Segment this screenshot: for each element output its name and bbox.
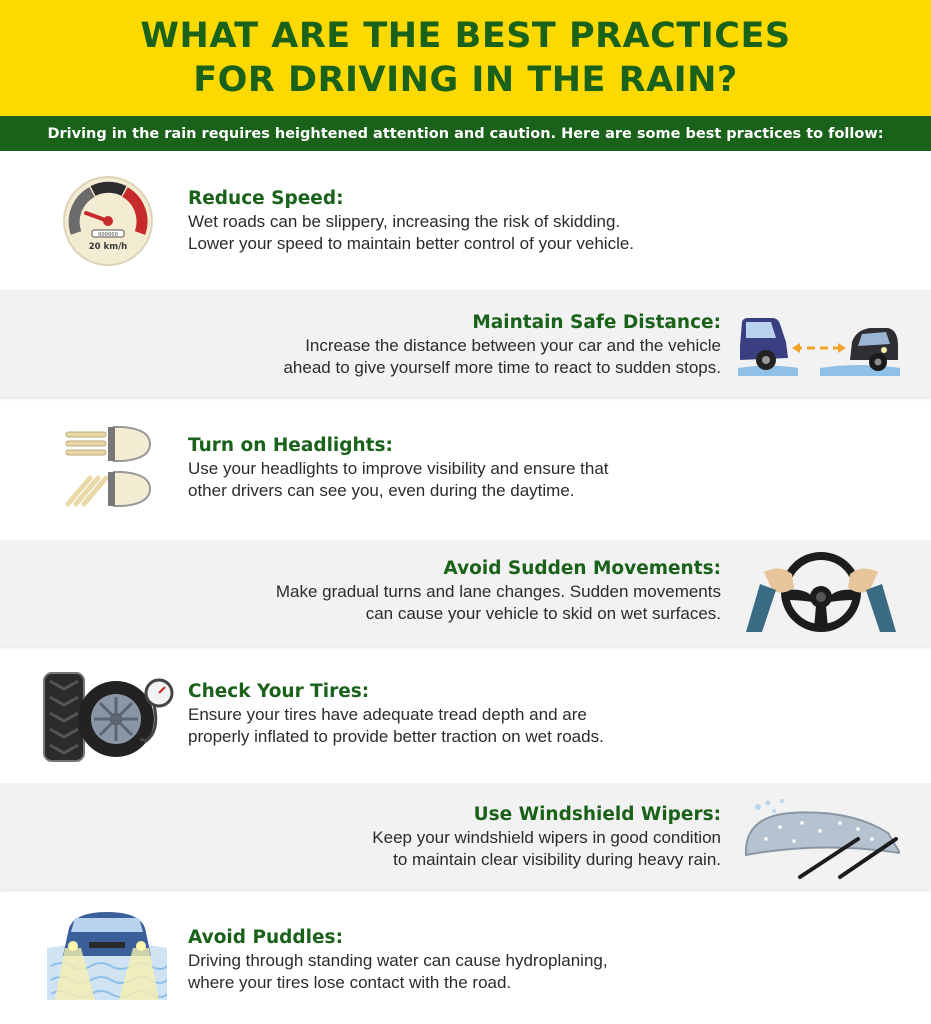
intro-bar <box>0 116 931 151</box>
tip-line-1: Make gradual turns and lane changes. Sudden movements <box>275 582 721 601</box>
tip-windshield-wipers <box>0 783 931 889</box>
tip-text <box>188 434 609 502</box>
page-title-line-2: FOR DRIVING IN THE RAIN? <box>193 60 738 100</box>
speed-text: 20 km/h <box>88 242 128 252</box>
header-banner <box>0 0 931 116</box>
tip-title: Maintain Safe Distance: <box>472 312 721 333</box>
car-puddle-icon <box>47 908 167 1000</box>
tip-line-2: Lower your speed to maintain better control of your vehicle. <box>188 234 635 253</box>
odometer-text: 000000 <box>98 232 118 238</box>
tip-line-1: Keep your windshield wipers in good condition <box>372 828 721 847</box>
tip-check-tires <box>0 647 931 782</box>
tip-line-2: can cause your vehicle to skid on wet surfaces. <box>365 604 721 623</box>
tip-title: Reduce Speed: <box>188 188 344 209</box>
steering-wheel-icon <box>746 550 896 632</box>
tip-reduce-speed <box>0 151 931 289</box>
tip-title: Avoid Puddles: <box>188 927 343 948</box>
tip-avoid-puddles <box>0 890 931 1024</box>
windshield-wiper-icon <box>740 797 900 881</box>
page-title-line-1: WHAT ARE THE BEST PRACTICES <box>140 16 791 56</box>
tip-line-1: Wet roads can be slippery, increasing the risk of skidding. <box>188 212 621 231</box>
tip-text <box>372 803 721 871</box>
tip-line-2: properly inflated to provide better traction on wet roads. <box>188 727 604 746</box>
tip-headlights <box>0 398 931 538</box>
tip-line-1: Ensure your tires have adequate tread depth and are <box>188 705 587 724</box>
tip-title: Check Your Tires: <box>188 681 370 702</box>
tip-line-2: where your tires lose contact with the road. <box>188 973 512 992</box>
tip-line-1: Use your headlights to improve visibility and ensure that <box>188 459 609 478</box>
speedometer-icon <box>62 175 154 267</box>
tip-text <box>276 557 721 625</box>
tip-title: Turn on Headlights: <box>188 435 393 456</box>
intro-text: Driving in the rain requires heightened attention and caution. Here are some best practices to follow: <box>47 125 884 142</box>
tip-line-2: ahead to give yourself more time to react to sudden stops. <box>283 358 721 377</box>
headlights-icon <box>62 424 154 510</box>
tip-line-1: Increase the distance between your car and the vehicle <box>305 336 721 355</box>
tip-title: Use Windshield Wipers: <box>473 804 721 825</box>
cars-distance-icon <box>738 316 900 376</box>
tip-text <box>188 926 608 994</box>
tip-text <box>283 311 721 379</box>
tip-safe-distance <box>0 290 931 397</box>
tip-text <box>188 680 604 748</box>
tip-title: Avoid Sudden Movements: <box>443 558 721 579</box>
tip-line-2: other drivers can see you, even during the daytime. <box>188 481 575 500</box>
tire-gauge-icon <box>42 667 174 763</box>
tip-sudden-movements <box>0 540 931 646</box>
tip-line-2: to maintain clear visibility during heavy rain. <box>393 850 721 869</box>
tip-text <box>188 187 634 255</box>
tip-line-1: Driving through standing water can cause hydroplaning, <box>188 951 608 970</box>
